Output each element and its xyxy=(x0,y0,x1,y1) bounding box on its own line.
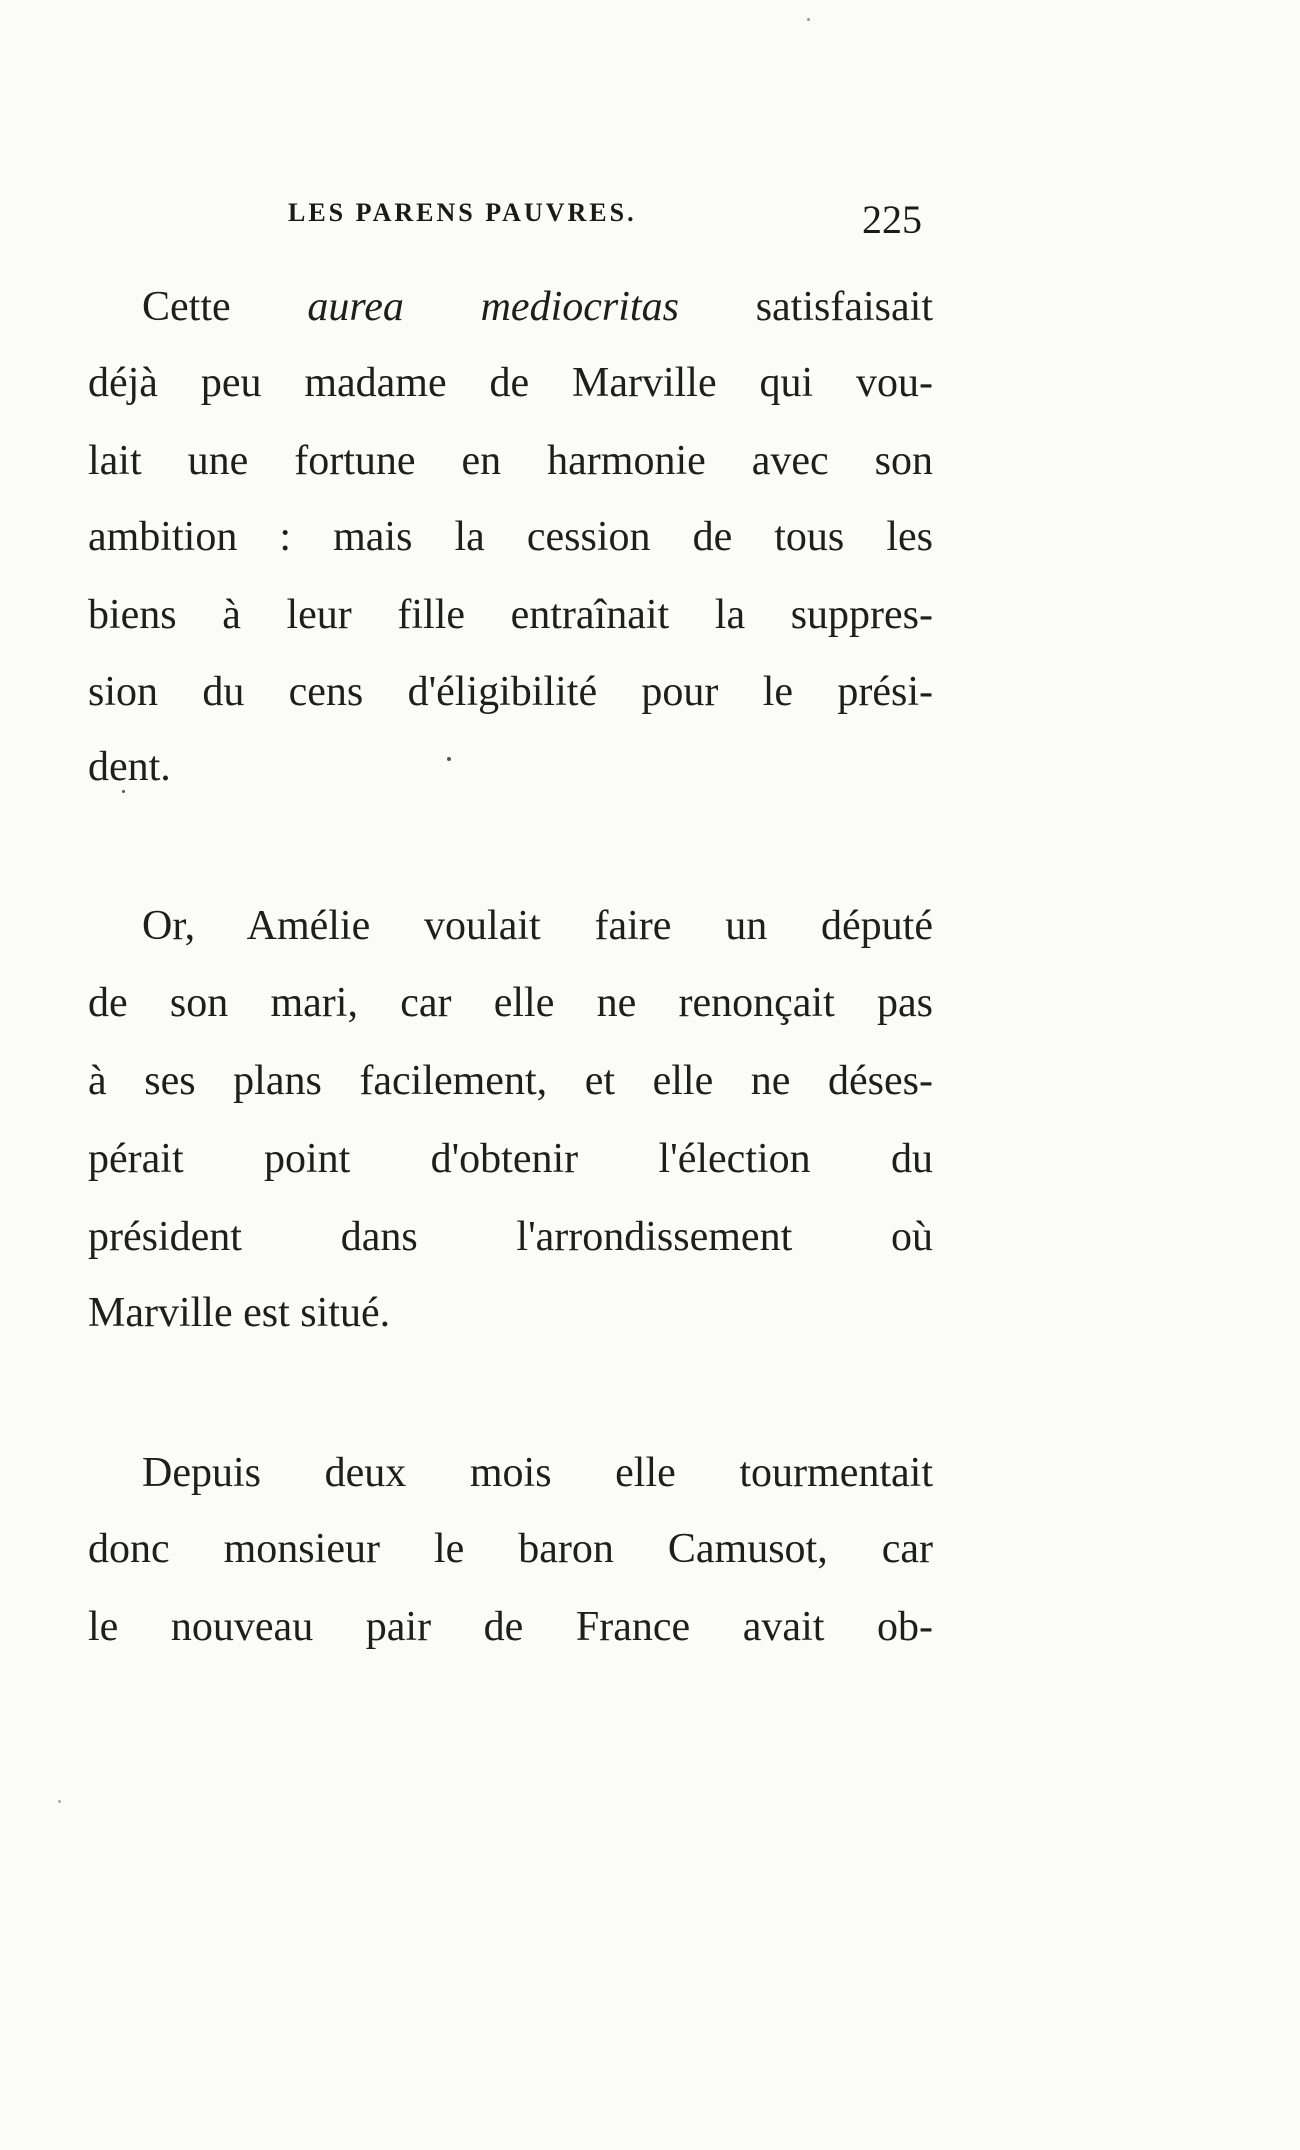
text-line: biens à leur fille entraînait la suppres- xyxy=(88,592,933,638)
latin-phrase: aurea mediocritas xyxy=(307,284,679,330)
text-line: président dans l'arrondissement où xyxy=(88,1214,933,1260)
text-line: Cette aurea mediocritas satisfaisait xyxy=(142,284,933,330)
ink-speck xyxy=(807,18,810,21)
text-line: pérait point d'obtenir l'élection du xyxy=(88,1136,933,1182)
text-line: déjà peu madame de Marville qui vou- xyxy=(88,360,933,406)
text-line: donc monsieur le baron Camusot, car xyxy=(88,1526,933,1572)
ink-speck xyxy=(122,790,125,793)
text-line: sion du cens d'éligibilité pour le prési- xyxy=(88,669,933,715)
ink-speck xyxy=(447,757,451,761)
ink-speck xyxy=(58,1800,61,1803)
text-line: à ses plans facilement, et elle ne déses- xyxy=(88,1058,933,1104)
text-line: dent. xyxy=(88,744,171,790)
text-line: de son mari, car elle ne renonçait pas xyxy=(88,980,933,1026)
text-line: ambition : mais la cession de tous les xyxy=(88,514,933,560)
text-line: Depuis deux mois elle tourmentait xyxy=(142,1450,933,1496)
text-line: le nouveau pair de France avait ob- xyxy=(88,1604,933,1650)
text-line: Or, Amélie voulait faire un député xyxy=(142,903,933,949)
page-number: 225 xyxy=(862,197,922,242)
text-line: lait une fortune en harmonie avec son xyxy=(88,438,933,484)
text-line: Marville est situé. xyxy=(88,1290,391,1336)
running-title: LES PARENS PAUVRES. xyxy=(288,198,637,227)
